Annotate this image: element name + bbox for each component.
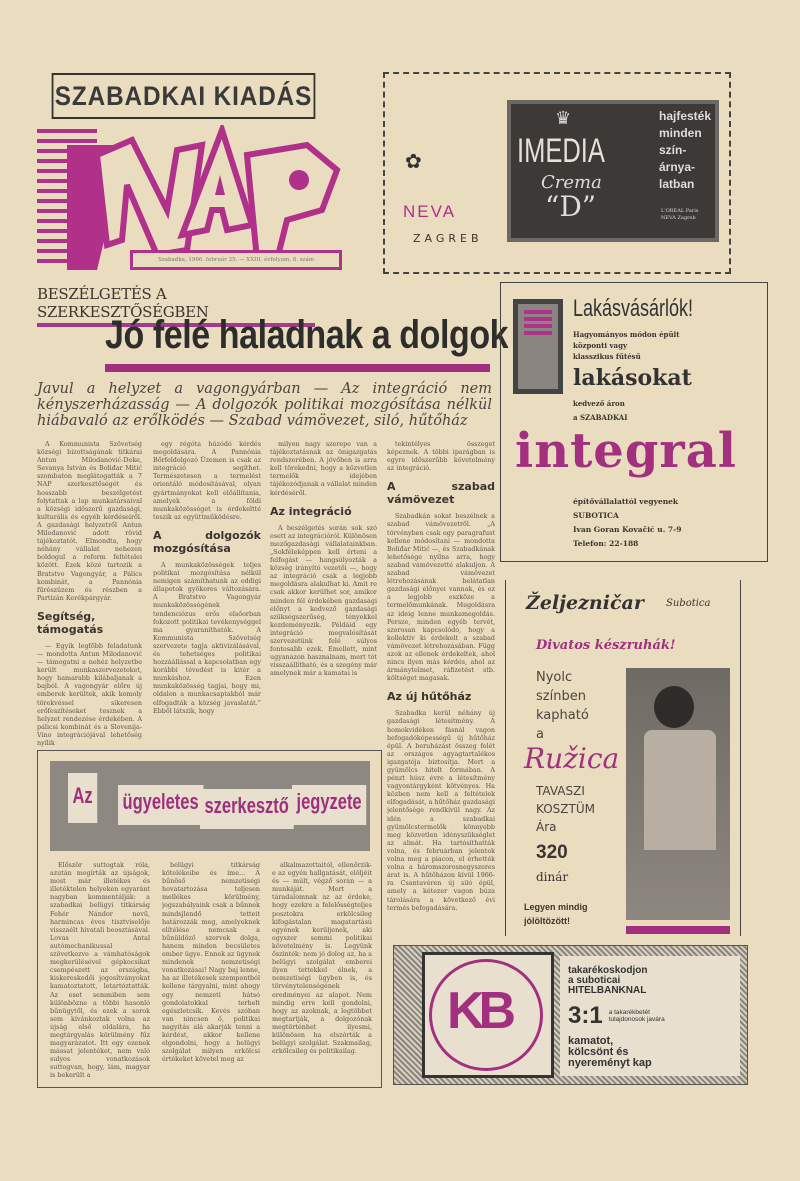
ad-text: kapható — [536, 708, 589, 723]
imedia-box — [507, 100, 719, 242]
editor-note-banner — [50, 761, 370, 851]
banner-word: jegyzete — [292, 785, 366, 825]
neva-flower-icon: ✿ — [405, 149, 422, 173]
side-text: minden — [659, 126, 702, 140]
side-text: latban — [659, 177, 695, 191]
ad-text: Ivan Goran Kovačić u. 7-9 — [573, 525, 682, 534]
ad-text: Ára — [536, 820, 557, 834]
side-text: szín- — [659, 143, 687, 157]
imedia-advertisement — [383, 72, 731, 274]
ad-text: kölcsönt és — [568, 1046, 629, 1058]
ad-text: HITELBANKNAL — [568, 985, 647, 996]
ad-text: a SZABADKAI — [573, 413, 628, 422]
paragraph: alkalmazottaitól, ellenőrzik-e az egyén hallgatását, elöljéit és — múlt, végző során — a munkáját. Mert a táradalomnak az az érdeke, hogy ezekre a felelősségteljes posztokra erkölcsileg kifogástalan magatartású egyének kerüljenek, aki egyszer semmi politikai követelmény is. Legyünk őszinték: nem jó dolog az, ha a belügyi szolgálat emberei ilyen tettekkel élnek, a nemzetiségi ügyben is, és törvénytelenségének eredményei az alapot. Nem mindig erre kell gondolni, hogy az azoknak, a legtöbbet megtartják, a dolgozónak megtörténhet ilyesmi, különösen ha elszórták a belügyi szolgálat. Szakmailag, erkölcsileg és politikailag. — [272, 861, 372, 1056]
article-column-3 — [270, 440, 377, 748]
ad-title: Lakásvásárlók! — [573, 295, 694, 322]
small-text: NEVA Zagreb — [661, 215, 696, 221]
paragraph: milyen nagy szerepe van a tájékoztatásnak az önigazgatás rendszerében. A jövőben is arra kell törekedni, hogy a közvetlen termelők idejében tájékozódjanak a vállalat minden kérdéséről. — [270, 440, 377, 497]
paragraph: A munkaközösségek teljes politikai mozgósítása nélkül nemigen számíthatunk az eddigi állapotok gyökeres változására. A Bratstvo Vagongyár munkaközösségének tendenciózus erős elsőorban fokozott politikai tevékenységgel ma gyaraníthatók. A Kommunista Szövetség szervezete tagja aktivizálásával, és tehetséges politikai hozzáállással a kapcsolatban egy korábbi tévedést is kitér a munkáshoz. Ezen munkaközösség tagjai, hogy mi, oldalon a munkacsaptakból már elfogadták a község javaslatát.” Ebből látszik, hogy — [153, 560, 261, 715]
model-head — [654, 686, 694, 728]
ad-text: SUBOTICA — [573, 511, 619, 520]
article-column-4 — [387, 440, 495, 938]
paragraph: Először suttogtak róla, azután megírták az újságok, most már illetékes és illetéktelen helyeken egyaránt nagyban kommentálják: a szabadkai belügyi titkárság Fehér Nándor nevű, harmincas éves tisztviselője visszaélt hivatali beosztásával. Lovas Antal autómechanikussal szövetkezve a vámhatóságok megkerülésével gépkocsikat csempészett az országba, kiskereskedői jogosítványokat kamatoztatott, letartóztatták. Az eset semmiben sem különbözne a többi hasonló bűnügytől, és ezek a sorok sem kívánkoztak volna az újság első oldalára, ha megtárgyalás körülmény fűz magyarázatot. Itt egy ezenek mássat jelentéket, nem való sulyos vonatkozások suttogvan, hogy, lám, magyar is bekerült a — [50, 861, 150, 1080]
paragraph: Szabadka kerül néhány új gazdasági létesítmény. A homokvidéken fásnál vagon befogadóképességű új hűtőház épül. A beruházást összeg felét az országos agyagtartalékos igazgatója biztosítja. Mert a gyümölcs hitelt formában. A pénzt húsz évre a létesítmény vagyontárgyként kötvényes. Ha közben nem kell a feltételek elfogadását, a hűtőház gazdasági jelentősége rendkívül nagy. Az idén a szabadkai gyümölcstermelők könnyebb meg közvetlen idényszükséglet az almát. Ha tartósíthatták volna, és februárban jelentek volna meg a piacon, el érhették volna a háromszorosnegyszeres árat is. A hűtőházon kívül 1966-ra Csantavéren új siló épül, amely a kétezer vagon búza tárolására a következő évi termés befogadására. — [387, 709, 495, 912]
paragraph: egy régóta húzódó kérdés megoldására. A Pannónia Bőrfeldolgozó Üzemen is csak az integráció segíthet. Természetesen a termelést orientáló módosításával, olyan gyártmányokat kell előállítania, amelyek a földi munkaközösséget is érdekeltté teszik az együttműködésre. — [153, 440, 261, 521]
note-column-2 — [162, 861, 260, 1083]
ad-headline: Divatos készruhák! — [536, 638, 676, 653]
note-column-3 — [272, 861, 372, 1083]
hitelbank-advertisement — [393, 945, 748, 1085]
paragraph: A beszélgetés során sok szó esett az integrációról. Különösen mezőgazdasági vállalatainkban. „Sokféleképpen kell érteni a felfogást — hangsúlyozták a község irányító vezetői —, hogy az integráció csak a legjobb megoldásra alakulhat ki. Amit re csak akkor kerülhet sor, amikor minden fél érdekében gazdasági előnyt a kedvező gazdasági szükségszerűség, tényekkel kezdeményezik. Példáid egy integráció megvalósítását szervezetünk felé súlyos fontosabb ezek. Emellett, mint ugyanazon hasznalnam, mert tót visszaállítható, és a szegény már amelynek már a kamatai is — [270, 523, 377, 678]
store-city: Subotica — [666, 598, 711, 609]
model-photo — [626, 668, 730, 920]
ad-text: a takarékbetét — [608, 1009, 650, 1016]
kb-logo-text: KB — [447, 982, 511, 1040]
article-deck: Javul a helyzet a vagongyárban — Az integráció nem kényszerházasság — A dolgozók politikai mozgósítása nélkül hiábavaló az erőlködés — Szabad vámövezet, siló, hűtőház — [37, 381, 492, 429]
article-column-2 — [153, 440, 261, 748]
subheading: A dolgozók mozgósítása — [153, 528, 261, 555]
ad-text: színben — [536, 689, 586, 704]
integral-brand: integral — [515, 423, 738, 479]
integral-advertisement — [500, 282, 768, 562]
article-headline: Jó felé haladnak a dolgok — [105, 313, 509, 357]
slogan: jólöltözött! — [524, 916, 570, 926]
ad-text: nyereményt kap — [568, 1057, 652, 1069]
ad-text: a — [536, 727, 544, 742]
ad-text: Hagyományos módon épült — [573, 330, 680, 339]
edition-label: SZABADKAI KIADÁS — [52, 73, 316, 119]
editor-note-box — [37, 750, 382, 1088]
paragraph: A Kommunista Szövetség községi bizottságának titkárai Antun Milodanović-Deke, Sevanya István és Boliđar Mitić szombaton meglátogatták a 7 NAP szerkesztőségét és hosszabb beszélgetést folytattak a lap munkatársaival a községi időszerű gazdasági, kulturális és egyéb kérdéseiről. A gazdasági helyzetről Antun Milodanović adott rövid tájékoztatót. Elmondta, hogy néhány vállalat nehezen boldogul a reform feltételei között. Ezek közé tartozik a Bratstvo Vagongyár, a Pálics kombinát, a Pannónia fűrészüzem és részben a Partizán Kerékpárgyár. — [37, 440, 142, 602]
ad-text: építővállalattól vegyenek — [573, 497, 679, 506]
model-suit — [644, 730, 716, 850]
building-logo-icon — [513, 299, 563, 394]
date-line — [130, 250, 342, 270]
subheading: Segítség, támogatás — [37, 609, 104, 636]
side-text: hajfesték — [659, 109, 712, 123]
side-text: árnya- — [659, 160, 696, 174]
ad-text: a suboticai — [568, 975, 621, 986]
ad-text: Telefon: 22-188 — [573, 539, 639, 548]
ratio: 3:1 — [568, 1002, 603, 1029]
subheading: Az integráció — [270, 504, 352, 518]
ad-text: klasszikus fűtésű — [573, 352, 641, 361]
banner-word: Az — [68, 773, 97, 823]
store-brand: Željezničar — [526, 592, 644, 614]
ruzica-advertisement — [505, 580, 741, 936]
d-label: “D” — [545, 190, 597, 223]
product-name: Ružica — [524, 742, 620, 775]
paragraph: belügyi titkárság kötelékeibe és íme... A bűnöső nemzetiségi hovatartozása teljesen mellékes körülmény, jogszabályaink csak a bűnnek mindsjlendő tetteit határozzák meg, amelyeknek elítélése nemcsak a bűnüldöző szervek dolga, hanem minden becsületes ember ügye. Ennek az ügynek mindenek nemzetiségi vonatkozásai! Nagy baj lenne, ha az illetékesek szempontból kellene tárgyalni, mint ahogy egy nemzeti hátsó gondolatokkal terhelt egészletcsík. Kevés szóban van nincsen ő, politikai nagyítás alá akarják tenni a kérdést, akkor kellene elgondolni, hogy a belügyi szolgálat milyen erkölcsi értékeket követel meg az — [162, 861, 260, 1064]
ad-text: tulajdonosok javára — [608, 1016, 665, 1023]
paragraph: tekintélyes összeget képeznek. A többi iparágban is egyre időszerűbb követelmény az integráció. — [387, 440, 495, 473]
slogan: Legyen mindig — [524, 902, 588, 912]
imedia-product: IMEDIA — [517, 132, 605, 170]
small-text: L'ORÉAL Paris — [661, 208, 699, 214]
ad-text: kamatot, — [568, 1035, 614, 1047]
subheading: Az új hűtőház — [387, 690, 472, 704]
paragraph: — Egyik legfőbb feladatunk — mondotta Antun Milodanović — támogatni a nehéz helyzetbe került munkaszervezeteket, hogy hamarabb kilábaljanak a bajból. A vagongyár előre új emberek kerültek, akik komoly törekvéssel sikeresen erőfeszítéseket tesznek a helyzet rendezése érdekében. A pálicsi kombinát és a Slovenija-Vino integrációjával lehetőség nyílik — [37, 641, 142, 747]
date-text: Szabadka, 1966. február 25. — XXIII. évfolyam, 8. szám — [133, 253, 339, 267]
ad-text: központi vagy — [573, 341, 628, 350]
ad-text: takarékoskodjon — [568, 965, 648, 976]
magenta-bar — [626, 926, 730, 934]
neva-brand: NEVA — [403, 202, 457, 221]
zagreb-label: ZAGREB — [413, 232, 483, 245]
paragraph: Szabadkán sokat beszélnek a szabad vámövezetről. „A törvényben csak egy paragrafust kellene módosítani — mondotta Boliđar Mitić —, és Szabadkának lehetősége nyílna arra, hogy szabad vámövezetté alakuljon. A szabad vámövezet létrehozásának belátatlan gazdasági előnyei vannak, és ez a legjobb eszköze a termelőmunkának. Megoldásra az ideig lenne munkamegoldás. Persze, minden egyéb tervét, szorosan kapcsolódó, hogy a kollektív ki érdekelt a szabad vámövezet létrehozásában. Függ azok az ellenek érdekeltek, ahol nincs ilyen más kérdés, ahol az ármánytelmet, ráfizetést stb. költséget magasak. — [387, 512, 495, 683]
subheading: A szabad vámövezet — [387, 480, 495, 507]
ad-text: kedvező áron — [573, 399, 625, 408]
crown-icon: ♛ — [555, 108, 572, 129]
ad-text: TAVASZI — [536, 784, 585, 798]
kb-logo — [422, 952, 554, 1078]
article-column-1 — [37, 440, 142, 748]
crema-label: Crema — [541, 172, 602, 193]
ad-big-text: lakásokat — [573, 365, 692, 391]
banner-word: ügyeletes — [118, 785, 203, 825]
ad-text: KOSZTÜM — [536, 802, 595, 816]
price: 320 — [536, 842, 568, 863]
headline-bar — [105, 364, 490, 372]
banner-word: szerkesztő — [200, 789, 293, 829]
ad-text: Nyolc — [536, 670, 573, 685]
article-kicker: BESZÉLGETÉS A SZERKESZTŐSÉGBEN — [37, 285, 315, 327]
currency: dinár — [536, 870, 569, 884]
note-column-1 — [50, 861, 150, 1083]
